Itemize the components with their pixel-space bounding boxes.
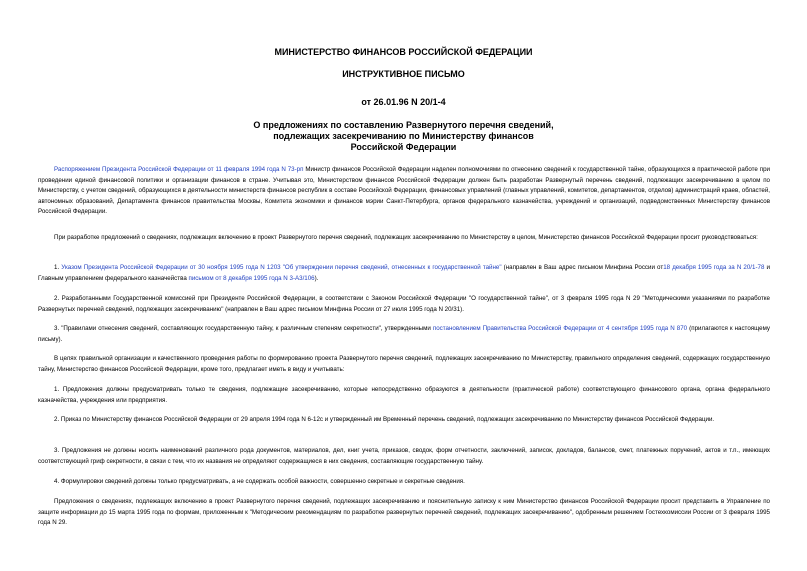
paragraph-2	[38, 233, 770, 244]
paragraph-5	[38, 324, 770, 345]
paragraph-11-text: Предложения о сведениях, подлежащих включению в проект Развернутого перечня сведений, подлежащих засекречиванию и пояснительную записку к ним Министерство финансов Российской Федерации просит представить в Управление по защите информации до 15 марта 1995 года по формам, приложенным к "Методическим рекомендациям по разработке развернутых перечней сведений, подлежащих засекречиванию", одобренным решением Гостехкомиссии России от 3 февраля 1995 года N 29.	[38, 498, 770, 527]
paragraph-8	[38, 415, 770, 426]
paragraph-8-text: 2. Приказ по Министерству финансов Российской Федерации от 29 апреля 1994 года N 6-12с и утвержденный им Временный перечень сведений, подлежащих засекречиванию по Министерству финансов Российской Федерации.	[54, 416, 715, 423]
paragraph-4	[38, 294, 770, 315]
paragraph-6-text: В целях правильной организации и качественного проведения работы по формированию проекта Развернутого перечня сведений, подлежащих засекречиванию по Министерству, правильного определения сведений, содержащих государственную тайну, Министерство финансов Российской Федерации, кроме того, предлагает иметь в виду и учитывать:	[38, 355, 770, 373]
paragraph-6	[38, 354, 770, 375]
item-number: 1.	[54, 264, 62, 271]
subject-line-3: Российской Федерации	[350, 142, 457, 152]
paragraph-3-text-c: ).	[314, 274, 319, 282]
paragraph-9	[38, 446, 770, 467]
resolution-link-870[interactable]: постановлением Правительства Российской Федерации от 4 сентября 1995 года N 870	[432, 325, 688, 332]
paragraph-11	[38, 497, 770, 529]
paragraph-1-text: Министр финансов Российской Федерации наделен полномочиями по отнесению сведений к государственной тайне, образующихся в практической работе при проведении единой финансовой политики и организации финансов в стране. Учитывая это, Министерством финансов Российской Федерации должен быть разработан Развернутый перечень сведений, подлежащих засекречиванию в целом по Министерству, с учетом сведений, образующихся в деятельности министерств финансов республик в составе Российской Федерации, финансовых управлений (главных управлений, комитетов, департаментов, отделов) администраций краев, областей, автономных образований, Департамента финансов правительства Москвы, Комитета экономики и финансов мэрии Санкт-Петербурга, органов федерального казначейства, учреждений и организаций, подведомственных Министерству финансов Российской Федерации.	[38, 166, 771, 216]
paragraph-1	[38, 165, 770, 218]
decree-link-1203[interactable]: Указом Президента Российской Федерации от 30 ноября 1995 года N 1203 "Об утверждении перечня сведений, отнесенных к государственной тайне"	[61, 264, 502, 271]
paragraph-2-text: При разработке предложений о сведениях, подлежащих включению в проект Развернутого перечня сведений, подлежащих засекречиванию по Министерству в целом, Министерство финансов Российской Федерации просит руководствоваться:	[54, 234, 758, 241]
paragraph-4-text: 2. Разработанными Государственной комиссией при Президенте Российской Федерации, в соответствии с Законом Российской Федерации "О государственной тайне", от 3 февраля 1995 года N 29 "Методическими указаниями по разработке Развернутых перечней сведений, подлежащих засекречиванию" (направлен в Ваш адрес письмом Минфина России от 27 июля 1995 года N 20/31).	[38, 295, 770, 313]
paragraph-10	[38, 477, 770, 488]
decree-link-73rp[interactable]: Распоряжением Президента Российской Федерации от 11 февраля 1994 года N 73-рп	[54, 166, 304, 173]
subject-line-2: подлежащих засекречиванию по Министерству финансов	[273, 131, 534, 141]
letter-link-3-a3-106[interactable]: письмом от 8 декабря 1995 года N 3-А3/106	[188, 274, 315, 282]
paragraph-3-text-a: (направлен в Ваш адрес письмом Минфина России от	[501, 264, 664, 271]
paragraph-7	[38, 385, 770, 406]
paragraph-5-text-a: 3. "Правилами отнесения сведений, составляющих государственную тайну, к различным степеням секретности", утвержденными	[54, 325, 433, 332]
paragraph-3-text-b: и Главным управлением федерального казначейства	[38, 264, 770, 282]
paragraph-7-text: 1. Предложения должны предусматривать только те сведения, подлежащие засекречиванию, которые непосредственно образуются в деятельности (практической работе) соответствующего финансового органа, органа федерального казначейства, учреждения или предприятия.	[38, 386, 770, 404]
paragraph-3	[38, 263, 770, 284]
document-type: ИНСТРУКТИВНОЕ ПИСЬМО	[342, 69, 465, 79]
ministry-title: МИНИСТЕРСТВО ФИНАНСОВ РОССИЙСКОЙ ФЕДЕРАЦИИ	[274, 47, 533, 57]
paragraph-5-text-b: (прилагаются к настоящему письму).	[38, 325, 770, 343]
subject-line-1: О предложениях по составлению Развернутого перечня сведений,	[253, 120, 554, 130]
document-number: от 26.01.96 N 20/1-4	[361, 97, 446, 107]
paragraph-10-text: 4. Формулировки сведений должны только предусматривать, а не содержать особой важности, совершенно секретные и секретные сведения.	[54, 478, 465, 485]
paragraph-9-text: 3. Предложения не должны носить наименований различного рода документов, материалов, дел, книг учета, приказов, сводок, форм отчетности, заключений, записок, докладов, балансов, смет, платежных поручений, актов и т.п., имеющих соответствующий гриф секретности, в связи с тем, что их названия не определяют содержащиеся в них сведения, составляющие государственную тайну.	[38, 447, 770, 465]
letter-link-20-1-78[interactable]: 18 декабря 1995 года за N 20/1-78	[663, 264, 765, 271]
